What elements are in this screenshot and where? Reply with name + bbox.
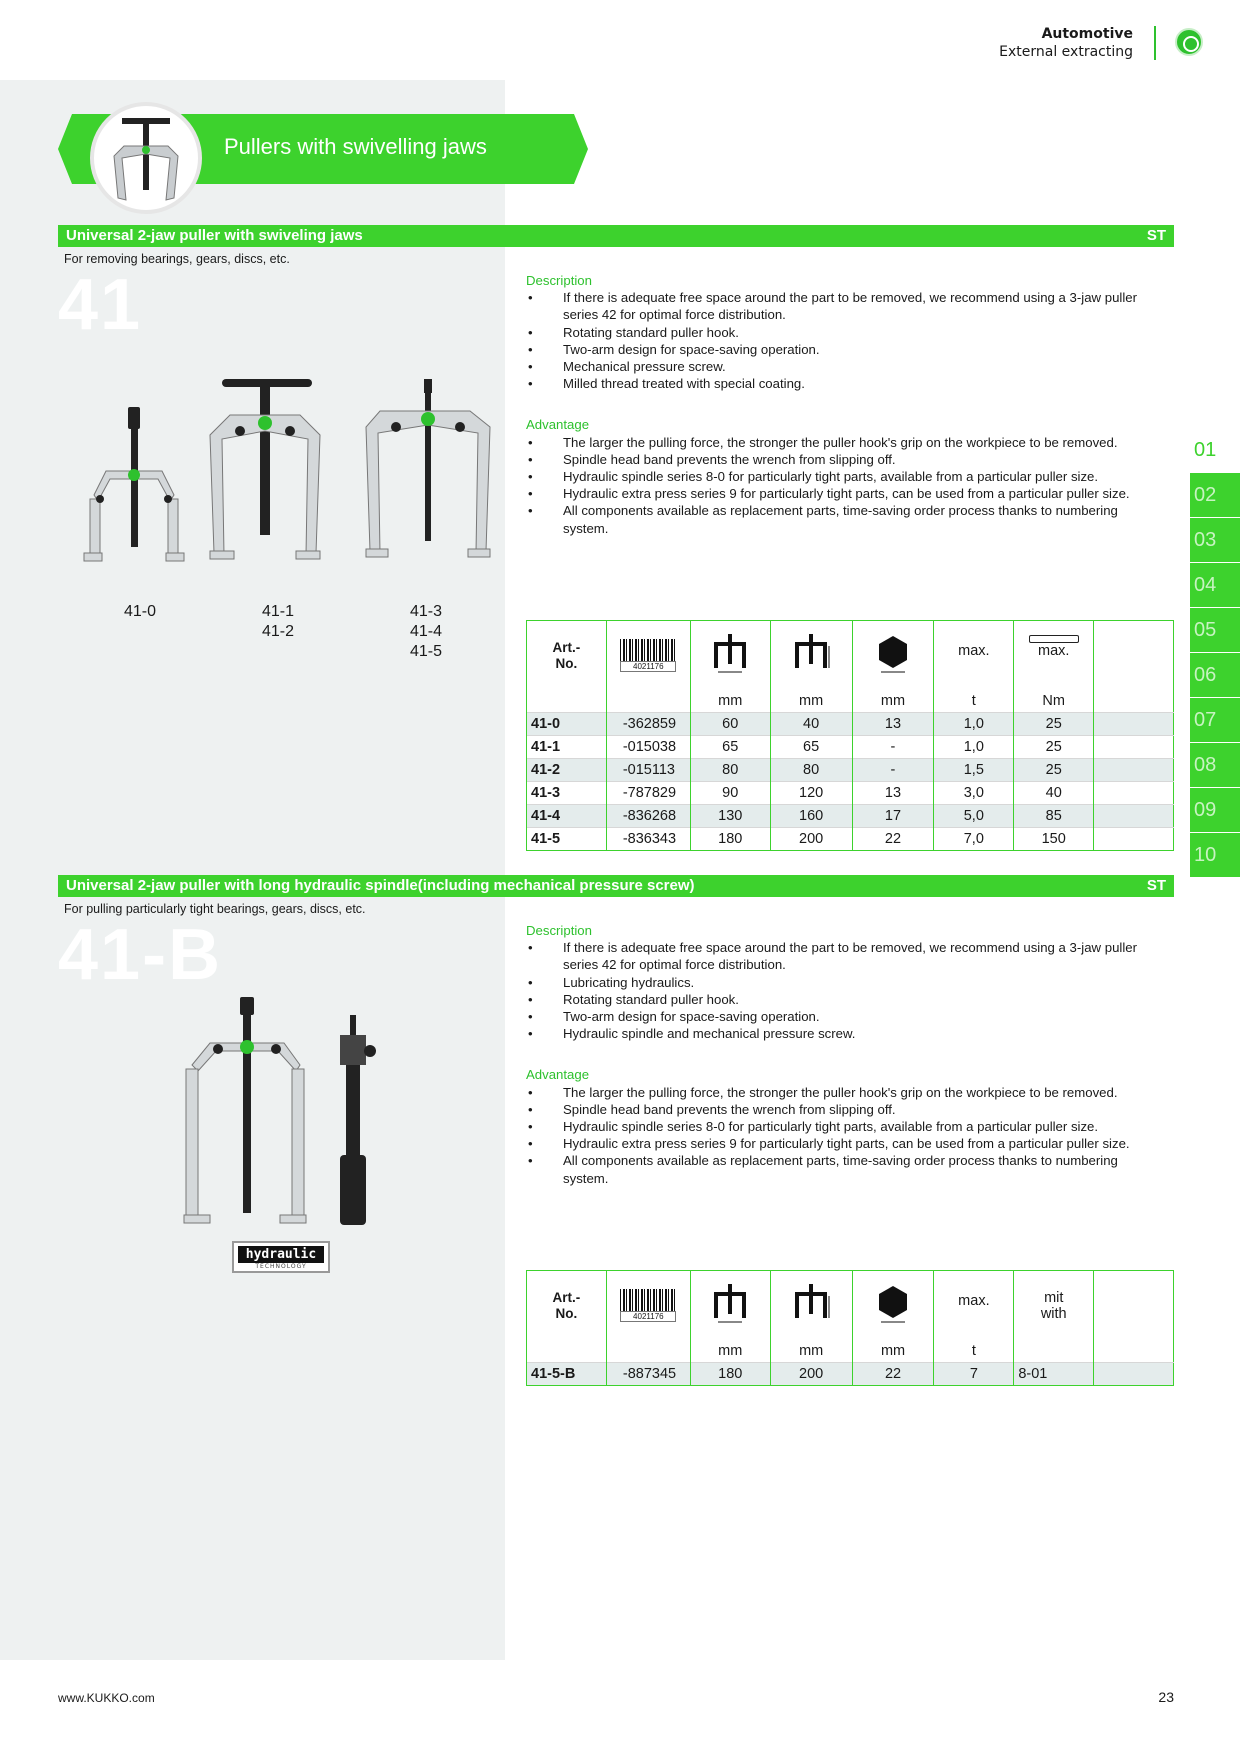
- chapter-tab-01[interactable]: 01: [1190, 428, 1240, 472]
- barcode-icon: [620, 1289, 676, 1311]
- list-item: • Two-arm design for space-saving operation.: [526, 341, 1166, 358]
- code-cell: -362859: [606, 713, 690, 736]
- table-cell: -: [852, 759, 934, 782]
- table-cell: 80: [770, 759, 852, 782]
- table-cell: 40: [770, 713, 852, 736]
- max-force-header: max.: [934, 621, 1014, 691]
- table-row: [527, 828, 1174, 851]
- table-cell: 180: [690, 1363, 770, 1386]
- table-cell: 65: [770, 736, 852, 759]
- table-cell: [1094, 713, 1174, 736]
- art-header-line: No.: [555, 1305, 578, 1321]
- table-cell: 3,0: [934, 782, 1014, 805]
- art-no-cell: 41-5-B: [527, 1363, 607, 1386]
- unit-cell: mm: [690, 1341, 770, 1363]
- section2-title-bar: [58, 875, 1174, 897]
- brand-logo-icon: [1175, 28, 1203, 56]
- reach-depth-icon: [791, 632, 831, 676]
- table-cell: 180: [690, 828, 770, 851]
- jaw-width-icon: [710, 1282, 750, 1326]
- code-cell: -015113: [606, 759, 690, 782]
- table-cell: 120: [770, 782, 852, 805]
- table-cell: 160: [770, 805, 852, 828]
- unit-cell: [1094, 691, 1174, 713]
- max-torque-label: max.: [1037, 643, 1070, 659]
- art-header-line: Art.-: [552, 639, 581, 655]
- section1-tag: ST: [1146, 227, 1166, 244]
- description-list: [526, 289, 1166, 392]
- hydraulic-technology-badge: [232, 1241, 330, 1273]
- unit-cell: Nm: [1014, 691, 1094, 713]
- chapter-tab-09[interactable]: 09: [1190, 788, 1240, 832]
- puller-41-3-image: [366, 379, 490, 557]
- chapter-tab-03[interactable]: 03: [1190, 518, 1240, 562]
- advantage-heading: Advantage: [526, 1067, 590, 1083]
- table-cell: 200: [770, 1363, 852, 1386]
- table-cell: [1094, 1363, 1174, 1386]
- art-no-cell: 41-0: [527, 713, 607, 736]
- unit-cell: mm: [852, 1341, 934, 1363]
- model-label: 41-0: [124, 603, 157, 620]
- table-cell: 130: [690, 805, 770, 828]
- chapter-tab-05[interactable]: 05: [1190, 608, 1240, 652]
- section1-series-number: 41: [58, 265, 143, 345]
- chapter-tab-02[interactable]: 02: [1190, 473, 1240, 517]
- barcode-icon: [620, 639, 676, 661]
- table-cell: 25: [1014, 713, 1094, 736]
- section1-product-images: [80, 375, 500, 595]
- footer-url-link[interactable]: www.KUKKO.com: [58, 1691, 155, 1705]
- list-item: • Lubricating hydraulics.: [526, 974, 1166, 991]
- unit-cell: mm: [690, 691, 770, 713]
- hexagon-icon: [877, 634, 909, 674]
- table-cell: [1094, 736, 1174, 759]
- table-cell: 65: [690, 736, 770, 759]
- hexagon-icon: [877, 1284, 909, 1324]
- list-item: • All components available as replacement parts, time-saving order process thanks to numbering system.: [526, 1152, 1166, 1186]
- table-cell: 90: [690, 782, 770, 805]
- list-item: • Spindle head band prevents the wrench from slipping off.: [526, 1101, 1166, 1118]
- advantage-list: [526, 434, 1166, 537]
- barcode-text: 4021176: [620, 661, 676, 672]
- code-cell: -787829: [606, 782, 690, 805]
- unit-cell: t: [934, 1341, 1014, 1363]
- table-cell: 7,0: [934, 828, 1014, 851]
- section1-title-bar: [58, 225, 1174, 247]
- code-cell: -887345: [606, 1363, 690, 1386]
- list-item: • Rotating standard puller hook.: [526, 324, 1166, 341]
- barcode-header: [606, 621, 690, 691]
- list-item: • Hydraulic spindle series 8-0 for particularly tight parts, available from a particular puller size.: [526, 468, 1166, 485]
- code-cell: -836268: [606, 805, 690, 828]
- table-cell: 5,0: [934, 805, 1014, 828]
- table-cell: 22: [852, 828, 934, 851]
- table-row: [527, 759, 1174, 782]
- with-label: with: [1040, 1305, 1067, 1322]
- art-header-line: Art.-: [552, 1289, 581, 1305]
- hydraulic-badge-text: hydraulic: [238, 1246, 324, 1263]
- list-item: • If there is adequate free space around the part to be removed, we recommend using a 3-jaw puller series 42 for optimal force distribution.: [526, 939, 1166, 973]
- table-cell: 60: [690, 713, 770, 736]
- reach-header: [770, 621, 852, 691]
- mit-with-header: [1014, 1271, 1094, 1341]
- table-units-row: [527, 691, 1174, 713]
- art-no-cell: 41-5: [527, 828, 607, 851]
- chapter-tab-10[interactable]: 10: [1190, 833, 1240, 877]
- table-cell: 1,5: [934, 759, 1014, 782]
- table-header-row: [527, 1271, 1174, 1341]
- table-cell: 1,0: [934, 713, 1014, 736]
- max-force-header: max.: [934, 1271, 1014, 1341]
- max-torque-header: [1014, 621, 1094, 691]
- unit-cell: mm: [770, 1341, 852, 1363]
- list-item: • The larger the pulling force, the stronger the puller hook's grip on the workpiece to be removed.: [526, 1084, 1166, 1101]
- unit-cell: [527, 1341, 607, 1363]
- table-row: [527, 782, 1174, 805]
- list-item: • Mechanical pressure screw.: [526, 358, 1166, 375]
- section1-subtitle: For removing bearings, gears, discs, etc.: [64, 252, 290, 266]
- advantage-heading: Advantage: [526, 417, 590, 433]
- category-title: Automotive: [1041, 26, 1133, 42]
- table-cell: -: [852, 736, 934, 759]
- jaw-width-icon: [710, 632, 750, 676]
- header-divider: [1154, 26, 1156, 60]
- table-cell: 13: [852, 782, 934, 805]
- table-cell: [1094, 805, 1174, 828]
- unit-cell: mm: [770, 691, 852, 713]
- table-cell: 200: [770, 828, 852, 851]
- art-no-header: [527, 621, 607, 691]
- table-cell: 25: [1014, 736, 1094, 759]
- model-label-col1: [124, 602, 156, 622]
- model-label-col3: [410, 602, 442, 662]
- barcode-text: 4021176: [620, 1311, 676, 1322]
- chapter-tab-08[interactable]: 08: [1190, 743, 1240, 787]
- table-row: [527, 1363, 1174, 1386]
- description-heading: Description: [526, 923, 592, 938]
- section2-tag: ST: [1146, 877, 1166, 894]
- code-cell: -836343: [606, 828, 690, 851]
- list-item: • Hydraulic extra press series 9 for particularly tight parts, can be used from a particular puller size.: [526, 485, 1166, 502]
- model-label: 41-3: [410, 603, 443, 620]
- section1-spec-table: [526, 620, 1174, 851]
- barcode-header: [606, 1271, 690, 1341]
- model-label: 41-5: [410, 643, 443, 660]
- chapter-tab-04[interactable]: 04: [1190, 563, 1240, 607]
- table-cell: 8-01: [1014, 1363, 1094, 1386]
- advantage-list: [526, 1084, 1166, 1187]
- art-no-cell: 41-4: [527, 805, 607, 828]
- list-item: • If there is adequate free space around the part to be removed, we recommend using a 3-jaw puller series 42 for optimal force distribution.: [526, 289, 1166, 323]
- unit-cell: [1094, 1341, 1174, 1363]
- model-label: 41-2: [262, 623, 295, 640]
- table-row: [527, 805, 1174, 828]
- page-number: 23: [1158, 1689, 1174, 1705]
- unit-cell: [606, 691, 690, 713]
- list-item: • Spindle head band prevents the wrench from slipping off.: [526, 451, 1166, 468]
- table-cell: [1094, 782, 1174, 805]
- art-no-header: [527, 1271, 607, 1341]
- table-cell: [1094, 759, 1174, 782]
- banner-product-image: [90, 102, 202, 214]
- art-no-cell: 41-3: [527, 782, 607, 805]
- reach-depth-icon: [791, 1282, 831, 1326]
- torque-wrench-icon: [1029, 635, 1079, 643]
- table-row: [527, 713, 1174, 736]
- unit-cell: [606, 1341, 690, 1363]
- section2-title: Universal 2-jaw puller with long hydraulic spindle(including mechanical pressure screw): [66, 877, 695, 894]
- table-cell: 40: [1014, 782, 1094, 805]
- table-row: [527, 736, 1174, 759]
- model-label: 41-1: [262, 603, 295, 620]
- unit-cell: [1014, 1341, 1094, 1363]
- table-cell: 80: [690, 759, 770, 782]
- list-item: • All components available as replacement parts, time-saving order process thanks to numbering system.: [526, 502, 1166, 536]
- list-item: • Milled thread treated with special coating.: [526, 375, 1166, 392]
- table-units-row: [527, 1341, 1174, 1363]
- list-item: • The larger the pulling force, the stronger the puller hook's grip on the workpiece to be removed.: [526, 434, 1166, 451]
- hex-header: [852, 1271, 934, 1341]
- section2-text: [526, 922, 1166, 1187]
- section1-text: [526, 272, 1166, 537]
- description-heading: Description: [526, 273, 592, 288]
- table-cell: [1094, 828, 1174, 851]
- section1-title: Universal 2-jaw puller with swiveling jaws: [66, 227, 363, 244]
- table-cell: 17: [852, 805, 934, 828]
- hex-header: [852, 621, 934, 691]
- puller-41-0-image: [84, 407, 184, 561]
- chapter-index: [1190, 428, 1240, 878]
- model-label: 41-4: [410, 623, 443, 640]
- section2-series-number: 41-B: [58, 915, 223, 995]
- section2-product-image: [180, 995, 400, 1235]
- banner-title: Pullers with swivelling jaws: [224, 134, 487, 159]
- empty-header: [1094, 1271, 1174, 1341]
- subcategory-title: External extracting: [999, 44, 1133, 60]
- code-cell: -015038: [606, 736, 690, 759]
- puller-41-1-image: [210, 379, 320, 559]
- section2-subtitle: For pulling particularly tight bearings, gears, discs, etc.: [64, 902, 366, 916]
- list-item: • Hydraulic spindle and mechanical pressure screw.: [526, 1025, 1166, 1042]
- reach-header: [770, 1271, 852, 1341]
- table-header-row: [527, 621, 1174, 691]
- mit-label: mit: [1044, 1289, 1064, 1306]
- empty-header: [1094, 621, 1174, 691]
- table-cell: 25: [1014, 759, 1094, 782]
- section2-spec-table: [526, 1270, 1174, 1386]
- description-list: [526, 939, 1166, 1042]
- table-cell: 13: [852, 713, 934, 736]
- table-cell: 1,0: [934, 736, 1014, 759]
- model-label-col2: [262, 602, 294, 642]
- list-item: • Two-arm design for space-saving operation.: [526, 1008, 1166, 1025]
- unit-cell: t: [934, 691, 1014, 713]
- art-header-line: No.: [555, 655, 578, 671]
- chapter-tab-07[interactable]: 07: [1190, 698, 1240, 742]
- jaw-width-header: [690, 1271, 770, 1341]
- table-cell: 22: [852, 1363, 934, 1386]
- art-no-cell: 41-1: [527, 736, 607, 759]
- list-item: • Hydraulic extra press series 9 for particularly tight parts, can be used from a particular puller size.: [526, 1135, 1166, 1152]
- unit-cell: mm: [852, 691, 934, 713]
- hydraulic-badge-subtext: TECHNOLOGY: [255, 1263, 307, 1270]
- art-no-cell: 41-2: [527, 759, 607, 782]
- unit-cell: [527, 691, 607, 713]
- chapter-tab-06[interactable]: 06: [1190, 653, 1240, 697]
- table-cell: 7: [934, 1363, 1014, 1386]
- jaw-width-header: [690, 621, 770, 691]
- list-item: • Hydraulic spindle series 8-0 for particularly tight parts, available from a particular puller size.: [526, 1118, 1166, 1135]
- table-cell: 150: [1014, 828, 1094, 851]
- list-item: • Rotating standard puller hook.: [526, 991, 1166, 1008]
- table-cell: 85: [1014, 805, 1094, 828]
- header-category: [999, 26, 1133, 60]
